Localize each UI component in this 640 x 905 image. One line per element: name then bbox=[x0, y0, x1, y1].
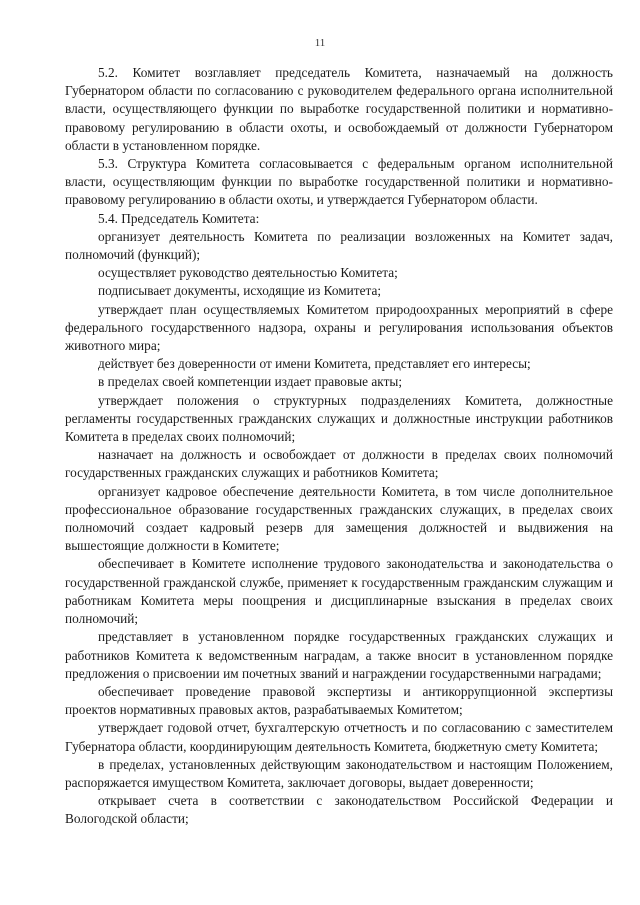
page-number: 11 bbox=[314, 37, 326, 49]
list-item: в пределах, установленных действующим законодательством и настоящим Положением, распоряжается имуществом Комитета, заключает договоры, выдает доверенности; bbox=[65, 756, 613, 790]
paragraph-5-4: 5.4. Председатель Комитета: bbox=[98, 210, 260, 226]
list-item: осуществляет руководство деятельностью Комитета; bbox=[98, 265, 398, 281]
list-item: утверждает положения о структурных подразделениях Комитета, должностные регламенты государственных гражданских служащих и должностные инструкции работников Комитета в пределах своих полномочий; bbox=[65, 392, 613, 445]
list-item: назначает на должность и освобождает от должности в пределах своих полномочий государственных гражданских служащих и работников Комитета; bbox=[65, 447, 613, 481]
list-item: открывает счета в соответствии с законодательством Российской Федерации и Вологодской области; bbox=[65, 793, 613, 827]
list-item: обеспечивает проведение правовой экспертизы и антикоррупционной экспертизы проектов нормативных правовых актов, разрабатываемых Комитетом; bbox=[65, 683, 613, 718]
list-item: организует деятельность Комитета по реализации возложенных на Комитет задач, полномочий (функций); bbox=[65, 228, 613, 263]
list-item: утверждает годовой отчет, бухгалтерскую отчетность и по согласованию с заместителем Губернатора области, координирующим деятельность Комитета, бюджетную смету Комитета; bbox=[65, 720, 613, 754]
list-item: подписывает документы, исходящие из Комитета; bbox=[98, 283, 382, 299]
list-item: утверждает план осуществляемых Комитетом природоохранных мероприятий в сфере федерального государственного надзора, охраны и регулирования использования объектов животного мира; bbox=[65, 301, 613, 354]
list-item: действует без доверенности от имени Комитета, представляет его интересы; bbox=[98, 356, 531, 372]
list-item: представляет в установленном порядке государственных гражданских служащих и работников Комитета к ведомственным наградам, а также вносит в установленном порядке предложения о присвоении им почетных званий и награждении государственными наградами; bbox=[65, 629, 613, 681]
document-body bbox=[65, 64, 613, 829]
paragraph-5-3: 5.3. Структура Комитета согласовывается с федеральным органом исполнительной власти, осуществляющим функции по выработке государственной политики и нормативно-правовому регулированию в области охоты, и утверждается Губернатором области. bbox=[65, 156, 613, 208]
paragraph-5-2: 5.2. Комитет возглавляет председатель Комитета, назначаемый на должность Губернатором области по согласованию с руководителем федерального органа исполнительной власти, осуществляющего функции по выработке государственной политики и нормативно-правовому регулированию в области охоты, и освобождаемый от должности Губернатором области в установленном порядке. bbox=[65, 65, 613, 153]
list-item: организует кадровое обеспечение деятельности Комитета, в том числе дополнительное профессиональное образование государственных гражданских служащих, в пределах своих полномочий создает кадровый резерв для замещения должностей и выдвижения на вышестоящие должности в Комитете; bbox=[65, 483, 613, 554]
list-item: обеспечивает в Комитете исполнение трудового законодательства и законодательства о государственной гражданской службе, применяет к государственным гражданским служащим и работникам Комитета меры поощрения и дисциплинарные взыскания в пределах своих полномочий; bbox=[65, 556, 613, 627]
list-item: в пределах своей компетенции издает правовые акты; bbox=[98, 374, 403, 390]
